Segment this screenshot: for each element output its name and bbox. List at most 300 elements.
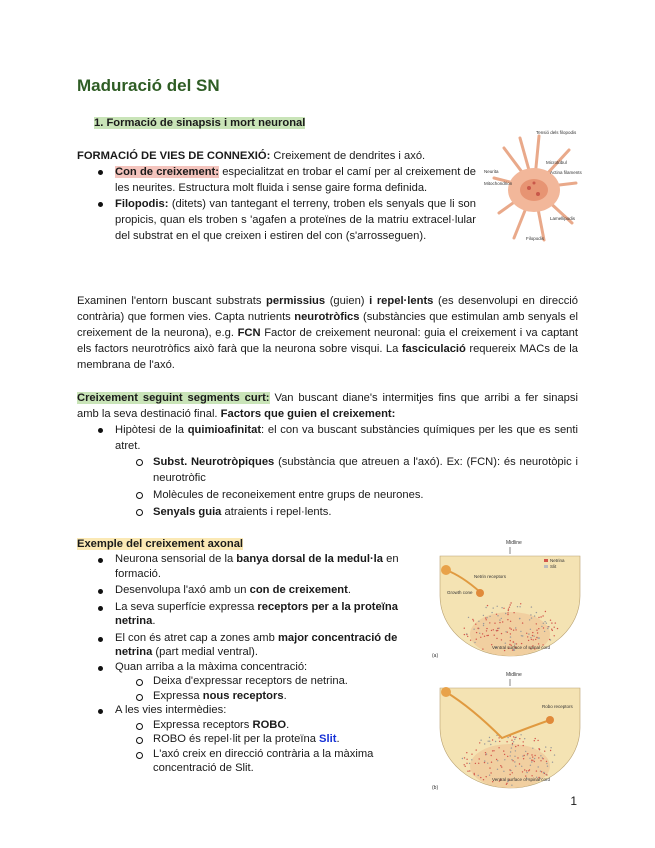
text-bold: nous receptors <box>202 689 284 702</box>
exemple-list <box>115 552 417 776</box>
speckle-dot <box>528 633 529 634</box>
speckle-dot <box>513 641 514 642</box>
text: atraients i repel·lents. <box>221 506 332 518</box>
creixement-paragraph <box>77 390 578 422</box>
growth-cone-label: Growth cone <box>447 590 473 595</box>
section-heading-text: 1. Formació de sinapsis i mort neuronal <box>94 117 306 129</box>
text-bold: ROBO <box>252 718 287 731</box>
speckle-dot <box>469 763 470 764</box>
speckle-dot <box>487 605 488 606</box>
speckle-dot <box>483 625 484 626</box>
speckle-dot <box>496 759 497 760</box>
speckle-dot <box>501 607 502 608</box>
text: La seva superfície expressa <box>115 600 258 613</box>
speckle-dot <box>533 636 534 637</box>
speckle-dot <box>555 622 556 623</box>
speckle-dot <box>531 639 532 640</box>
speckle-dot <box>471 754 472 755</box>
speckle-dot <box>501 639 502 640</box>
fig-label: Filopodis <box>526 236 545 241</box>
speckle-dot <box>475 763 476 764</box>
list-item <box>153 689 417 704</box>
panel-label: (b) <box>432 785 439 791</box>
speckle-dot <box>533 639 534 640</box>
text-slit: Slit <box>319 733 337 745</box>
speckle-dot <box>508 608 509 609</box>
speckle-dot <box>520 603 521 604</box>
text: Hipòtesi de la <box>115 424 188 436</box>
item-text: (ditets) van tantegant el terreny, troben els senyals que li son propicis, quan els troben s 'agafen a proteïnes de la matriu extracel·lular del substrat en el que creixen i estiren del con (s'arrosseguen). <box>115 198 476 242</box>
speckle-dot <box>464 764 465 765</box>
formacio-lead-rest: Creixement de dendrites i axó. <box>270 150 426 162</box>
speckle-dot <box>471 759 472 760</box>
text: Molècules de reconeixement entre grups de neurones. <box>153 489 424 501</box>
speckle-dot <box>482 648 483 649</box>
speckle-dot <box>472 619 473 620</box>
creixement-highlight: Creixement seguint segments curt: <box>77 392 270 404</box>
text-bold: permissius <box>266 295 326 307</box>
speckle-dot <box>466 633 467 634</box>
page-title: Maduració del SN <box>77 76 220 95</box>
speckle-dot <box>511 747 512 748</box>
speckle-dot <box>476 632 477 633</box>
list-item <box>153 718 417 733</box>
text: (es desenvolupi en direcció contrària) que formen vies. Capta nutrients <box>77 295 579 323</box>
speckle-dot <box>510 640 511 641</box>
speckle-dot <box>515 750 516 751</box>
speckle-dot <box>490 744 491 745</box>
speckle-dot <box>510 604 511 605</box>
speckle-dot <box>522 771 523 772</box>
speckle-dot <box>475 624 476 625</box>
speckle-dot <box>497 615 498 616</box>
speckle-dot <box>530 765 531 766</box>
speckle-dot <box>510 751 511 752</box>
text: Desenvolupa l'axó amb un <box>115 584 250 596</box>
list-item <box>153 747 417 776</box>
speckle-dot <box>511 740 512 741</box>
speckle-dot <box>494 623 495 624</box>
speckle-dot <box>509 774 510 775</box>
netrin-receptors-label: Netrin receptors <box>474 574 507 579</box>
speckle-dot <box>474 642 475 643</box>
speckle-dot <box>535 738 536 739</box>
speckle-dot <box>548 626 549 627</box>
speckle-dot <box>527 636 528 637</box>
speckle-dot <box>551 622 552 623</box>
speckle-dot <box>496 614 497 615</box>
list-item <box>115 660 417 704</box>
formacio-lead <box>77 148 477 164</box>
speckle-dot <box>531 617 532 618</box>
speckle-dot <box>523 741 524 742</box>
speckle-dot <box>532 632 533 633</box>
speckle-dot <box>489 741 490 742</box>
speckle-dot <box>522 635 523 636</box>
speckle-dot <box>531 754 532 755</box>
text: Examinen l'entorn buscant substrats <box>77 295 267 307</box>
speckle-dot <box>534 761 535 762</box>
speckle-dot <box>513 612 514 613</box>
speckle-dot <box>538 766 539 767</box>
speckle-dot <box>499 741 500 742</box>
speckle-dot <box>537 740 538 741</box>
text: (substància que atreuen a l'axó). Ex: (FCN): és neurotòpic i neurotròfic <box>153 456 578 484</box>
ventral-label: Ventral surface of spinal cord <box>492 777 551 782</box>
text: en formació. <box>115 553 399 580</box>
speckle-dot <box>552 762 553 763</box>
speckle-dot <box>543 627 544 628</box>
speckle-dot <box>515 746 516 747</box>
speckle-dot <box>540 616 541 617</box>
speckle-dot <box>503 771 504 772</box>
speckle-dot <box>503 750 504 751</box>
speckle-dot <box>550 750 551 751</box>
fig-label: Lamellipodis <box>550 216 576 221</box>
legend-netrina: Netrina <box>550 558 565 563</box>
speckle-dot <box>515 766 516 767</box>
speckle-dot <box>493 750 494 751</box>
sublist <box>115 674 417 703</box>
speckle-dot <box>519 606 520 607</box>
list-item <box>115 583 417 598</box>
speckle-dot <box>537 632 538 633</box>
speckle-dot <box>484 762 485 763</box>
speckle-dot <box>499 622 500 623</box>
speckle-dot <box>510 602 511 603</box>
item-bold: Filopodis: <box>115 198 169 210</box>
speckle-dot <box>486 753 487 754</box>
speckle-dot <box>540 755 541 756</box>
speckle-dot <box>512 772 513 773</box>
speckle-dot <box>465 766 466 767</box>
speckle-dot <box>486 619 487 620</box>
list-item <box>153 674 417 689</box>
speckle-dot <box>489 622 490 623</box>
speckle-dot <box>479 758 480 759</box>
legend-slit: Slit <box>550 564 557 569</box>
text: Deixa d'expressar receptors de netrina. <box>153 675 348 687</box>
text: . <box>347 584 351 596</box>
speckle-dot <box>524 769 525 770</box>
speckle-dot <box>493 629 494 630</box>
speckle-dot <box>510 636 511 637</box>
speckle-dot <box>524 755 525 756</box>
speckle-dot <box>476 639 477 640</box>
exemple-heading-text: Exemple del creixement axonal <box>77 538 244 550</box>
speckle-dot <box>513 741 514 742</box>
text: . <box>283 689 287 702</box>
speckle-dot <box>514 756 515 757</box>
speckle-dot <box>508 610 509 611</box>
speckle-dot <box>506 741 507 742</box>
speckle-dot <box>512 760 513 761</box>
speckle-dot <box>479 742 480 743</box>
robo-receptors-label: Robo receptors <box>542 704 573 709</box>
item-text: especialitzat en trobar el camí per al creixement de les neurites. Estructura molt fluida i sense gaire forma definida. <box>115 166 476 194</box>
speckle-dot <box>521 766 522 767</box>
ventral-label: Ventral surface of spinal cord <box>492 645 551 650</box>
speckle-dot <box>511 629 512 630</box>
list-item <box>153 504 578 520</box>
speckle-dot <box>504 754 505 755</box>
speckle-dot <box>501 618 502 619</box>
list-item <box>153 454 578 486</box>
speckle-dot <box>538 628 539 629</box>
speckle-dot <box>496 638 497 639</box>
speckle-dot <box>473 620 474 621</box>
speckle-dot <box>544 773 545 774</box>
speckle-dot <box>484 760 485 761</box>
text-bold: quimioafinitat <box>187 424 262 436</box>
speckle-dot <box>483 779 484 780</box>
text: A les vies intermèdies: <box>115 704 227 716</box>
speckle-dot <box>554 754 555 755</box>
speckle-dot <box>522 755 523 756</box>
speckle-dot <box>531 761 532 762</box>
text: (part medial ventral). <box>152 646 259 658</box>
item-bold: Con de creixement: <box>115 166 219 178</box>
speckle-dot <box>491 612 492 613</box>
speckle-dot <box>532 756 533 757</box>
speckle-dot <box>529 758 530 759</box>
speckle-dot <box>489 737 490 738</box>
speckle-dot <box>466 759 467 760</box>
speckle-dot <box>546 774 547 775</box>
speckle-dot <box>538 637 539 638</box>
speckle-dot <box>545 611 546 612</box>
speckle-dot <box>490 772 491 773</box>
text: Expressa <box>153 689 203 702</box>
text-bold: FCN <box>237 327 261 339</box>
speckle-dot <box>477 628 478 629</box>
speckle-dot <box>484 743 485 744</box>
speckle-dot <box>534 615 535 616</box>
speckle-dot <box>546 623 547 624</box>
sublist <box>115 454 578 520</box>
speckle-dot <box>513 736 514 737</box>
speckle-dot <box>532 760 533 761</box>
text: . <box>336 733 340 745</box>
speckle-dot <box>543 623 544 624</box>
speckle-dot <box>506 784 507 785</box>
text-bold: major concentració de netrina <box>115 631 398 658</box>
speckle-dot <box>529 619 530 620</box>
text: (substàncies que estimulan amb senyals el creixement de la neurona), e.g. <box>77 311 578 339</box>
speckle-dot <box>480 637 481 638</box>
speckle-dot <box>505 643 506 644</box>
speckle-dot <box>507 756 508 757</box>
speckle-dot <box>470 640 471 641</box>
text: (guien) <box>325 295 370 307</box>
speckle-dot <box>489 616 490 617</box>
speckle-dot <box>538 617 539 618</box>
section-heading <box>94 115 305 131</box>
creixement-list <box>115 422 578 520</box>
list-item <box>115 164 476 196</box>
fig-label: Neurita <box>484 169 499 174</box>
text-bold: receptors per a la proteïna netrina <box>115 600 398 627</box>
speckle-dot <box>473 629 474 630</box>
speckle-dot <box>513 630 514 631</box>
list-item <box>115 552 417 581</box>
speckle-dot <box>547 628 548 629</box>
speckle-dot <box>526 772 527 773</box>
speckle-dot <box>544 631 545 632</box>
speckle-dot <box>557 628 558 629</box>
speckle-dot <box>498 747 499 748</box>
list-item <box>115 600 417 629</box>
speckle-dot <box>485 752 486 753</box>
speckle-dot <box>497 760 498 761</box>
speckle-dot <box>492 750 493 751</box>
speckle-dot <box>526 633 527 634</box>
speckle-dot <box>538 757 539 758</box>
text: L'axó creix en direcció contrària a la màxima concentració de Slit. <box>153 747 374 774</box>
text-bold: Factors que guien el creixement: <box>220 408 396 420</box>
speckle-dot <box>480 740 481 741</box>
speckle-dot <box>521 635 522 636</box>
speckle-dot <box>509 627 510 628</box>
speckle-dot <box>462 758 463 759</box>
speckle-dot <box>528 640 529 641</box>
speckle-dot <box>531 606 532 607</box>
speckle-dot <box>489 767 490 768</box>
speckle-dot <box>480 777 481 778</box>
text-bold: neurotròfics <box>294 311 360 323</box>
speckle-dot <box>550 639 551 640</box>
speckle-dot <box>512 744 513 745</box>
speckle-dot <box>523 758 524 759</box>
speckle-dot <box>526 770 527 771</box>
list-item <box>115 703 417 776</box>
speckle-dot <box>519 763 520 764</box>
text: : el con va buscant substàncies químiques per les que es senti atret. <box>115 424 578 452</box>
speckle-dot <box>466 752 467 753</box>
speckle-dot <box>488 635 489 636</box>
speckle-dot <box>546 763 547 764</box>
speckle-dot <box>536 612 537 613</box>
speckle-dot <box>489 775 490 776</box>
speckle-dot <box>534 758 535 759</box>
speckle-dot <box>499 619 500 620</box>
speckle-dot <box>524 738 525 739</box>
speckle-dot <box>464 628 465 629</box>
speckle-dot <box>478 621 479 622</box>
speckle-dot <box>467 636 468 637</box>
text: Neurona sensorial de la <box>115 553 237 565</box>
speckle-dot <box>530 637 531 638</box>
speckle-dot <box>511 785 512 786</box>
text-bold: banya dorsal de la medul·la <box>236 553 384 565</box>
panel-b <box>432 672 580 791</box>
speckle-dot <box>483 623 484 624</box>
text: Quan arriba a la màxima concentració: <box>115 660 308 673</box>
speckle-dot <box>479 633 480 634</box>
speckle-dot <box>512 743 513 744</box>
speckle-dot <box>550 747 551 748</box>
speckle-dot <box>550 620 551 621</box>
speckle-dot <box>507 614 508 615</box>
speckle-dot <box>497 606 498 607</box>
speckle-dot <box>542 757 543 758</box>
fig-label: Actina filaments <box>550 170 582 175</box>
speckle-dot <box>522 622 523 623</box>
speckle-dot <box>514 739 515 740</box>
text: Van buscant diane's intermitjes fins que arribi a fer sinapsi amb la seva destinació final. <box>77 392 578 420</box>
list-item <box>153 732 417 747</box>
formacio-list <box>115 164 476 244</box>
list-item <box>153 487 578 503</box>
speckle-dot <box>554 627 555 628</box>
speckle-dot <box>491 755 492 756</box>
speckle-dot <box>504 759 505 760</box>
page-number: 1 <box>570 794 577 808</box>
speckle-dot <box>464 757 465 758</box>
speckle-dot <box>488 741 489 742</box>
midline-label: Midline <box>506 540 522 546</box>
speckle-dot <box>532 635 533 636</box>
speckle-dot <box>497 630 498 631</box>
speckle-dot <box>494 635 495 636</box>
speckle-dot <box>511 759 512 760</box>
speckle-dot <box>554 635 555 636</box>
fig-label: Microtúbul <box>546 160 567 165</box>
speckle-dot <box>510 621 511 622</box>
text-bold: con de creixement <box>249 584 348 596</box>
text: Expressa receptors <box>153 718 253 731</box>
text-bold: fasciculació <box>401 343 466 355</box>
text-bold: Subst. Neurotròpiques <box>153 456 275 468</box>
speckle-dot <box>540 760 541 761</box>
speckle-dot <box>527 754 528 755</box>
speckle-dot <box>474 774 475 775</box>
speckle-dot <box>530 614 531 615</box>
speckle-dot <box>467 771 468 772</box>
speckle-dot <box>515 629 516 630</box>
speckle-dot <box>478 763 479 764</box>
speckle-dot <box>510 755 511 756</box>
speckle-dot <box>536 770 537 771</box>
speckle-dot <box>485 617 486 618</box>
speckle-dot <box>552 630 553 631</box>
speckle-dot <box>534 755 535 756</box>
speckle-dot <box>485 607 486 608</box>
speckle-dot <box>536 623 537 624</box>
list-item <box>115 631 417 660</box>
speckle-dot <box>509 769 510 770</box>
spinal-cord-figure <box>432 536 582 792</box>
speckle-dot <box>519 738 520 739</box>
speckle-dot <box>509 607 510 608</box>
speckle-dot <box>519 618 520 619</box>
sublist <box>115 718 417 776</box>
speckle-dot <box>545 746 546 747</box>
examinen-paragraph <box>77 293 578 373</box>
speckle-dot <box>482 633 483 634</box>
speckle-dot <box>486 630 487 631</box>
speckle-dot <box>464 634 465 635</box>
speckle-dot <box>486 635 487 636</box>
speckle-dot <box>515 627 516 628</box>
speckle-dot <box>520 734 521 735</box>
exemple-heading <box>77 536 243 552</box>
speckle-dot <box>536 630 537 631</box>
speckle-dot <box>530 629 531 630</box>
speckle-dot <box>516 737 517 738</box>
formacio-lead-bold: FORMACIÓ DE VIES DE CONNEXIÓ: <box>77 150 271 162</box>
speckle-dot <box>497 769 498 770</box>
